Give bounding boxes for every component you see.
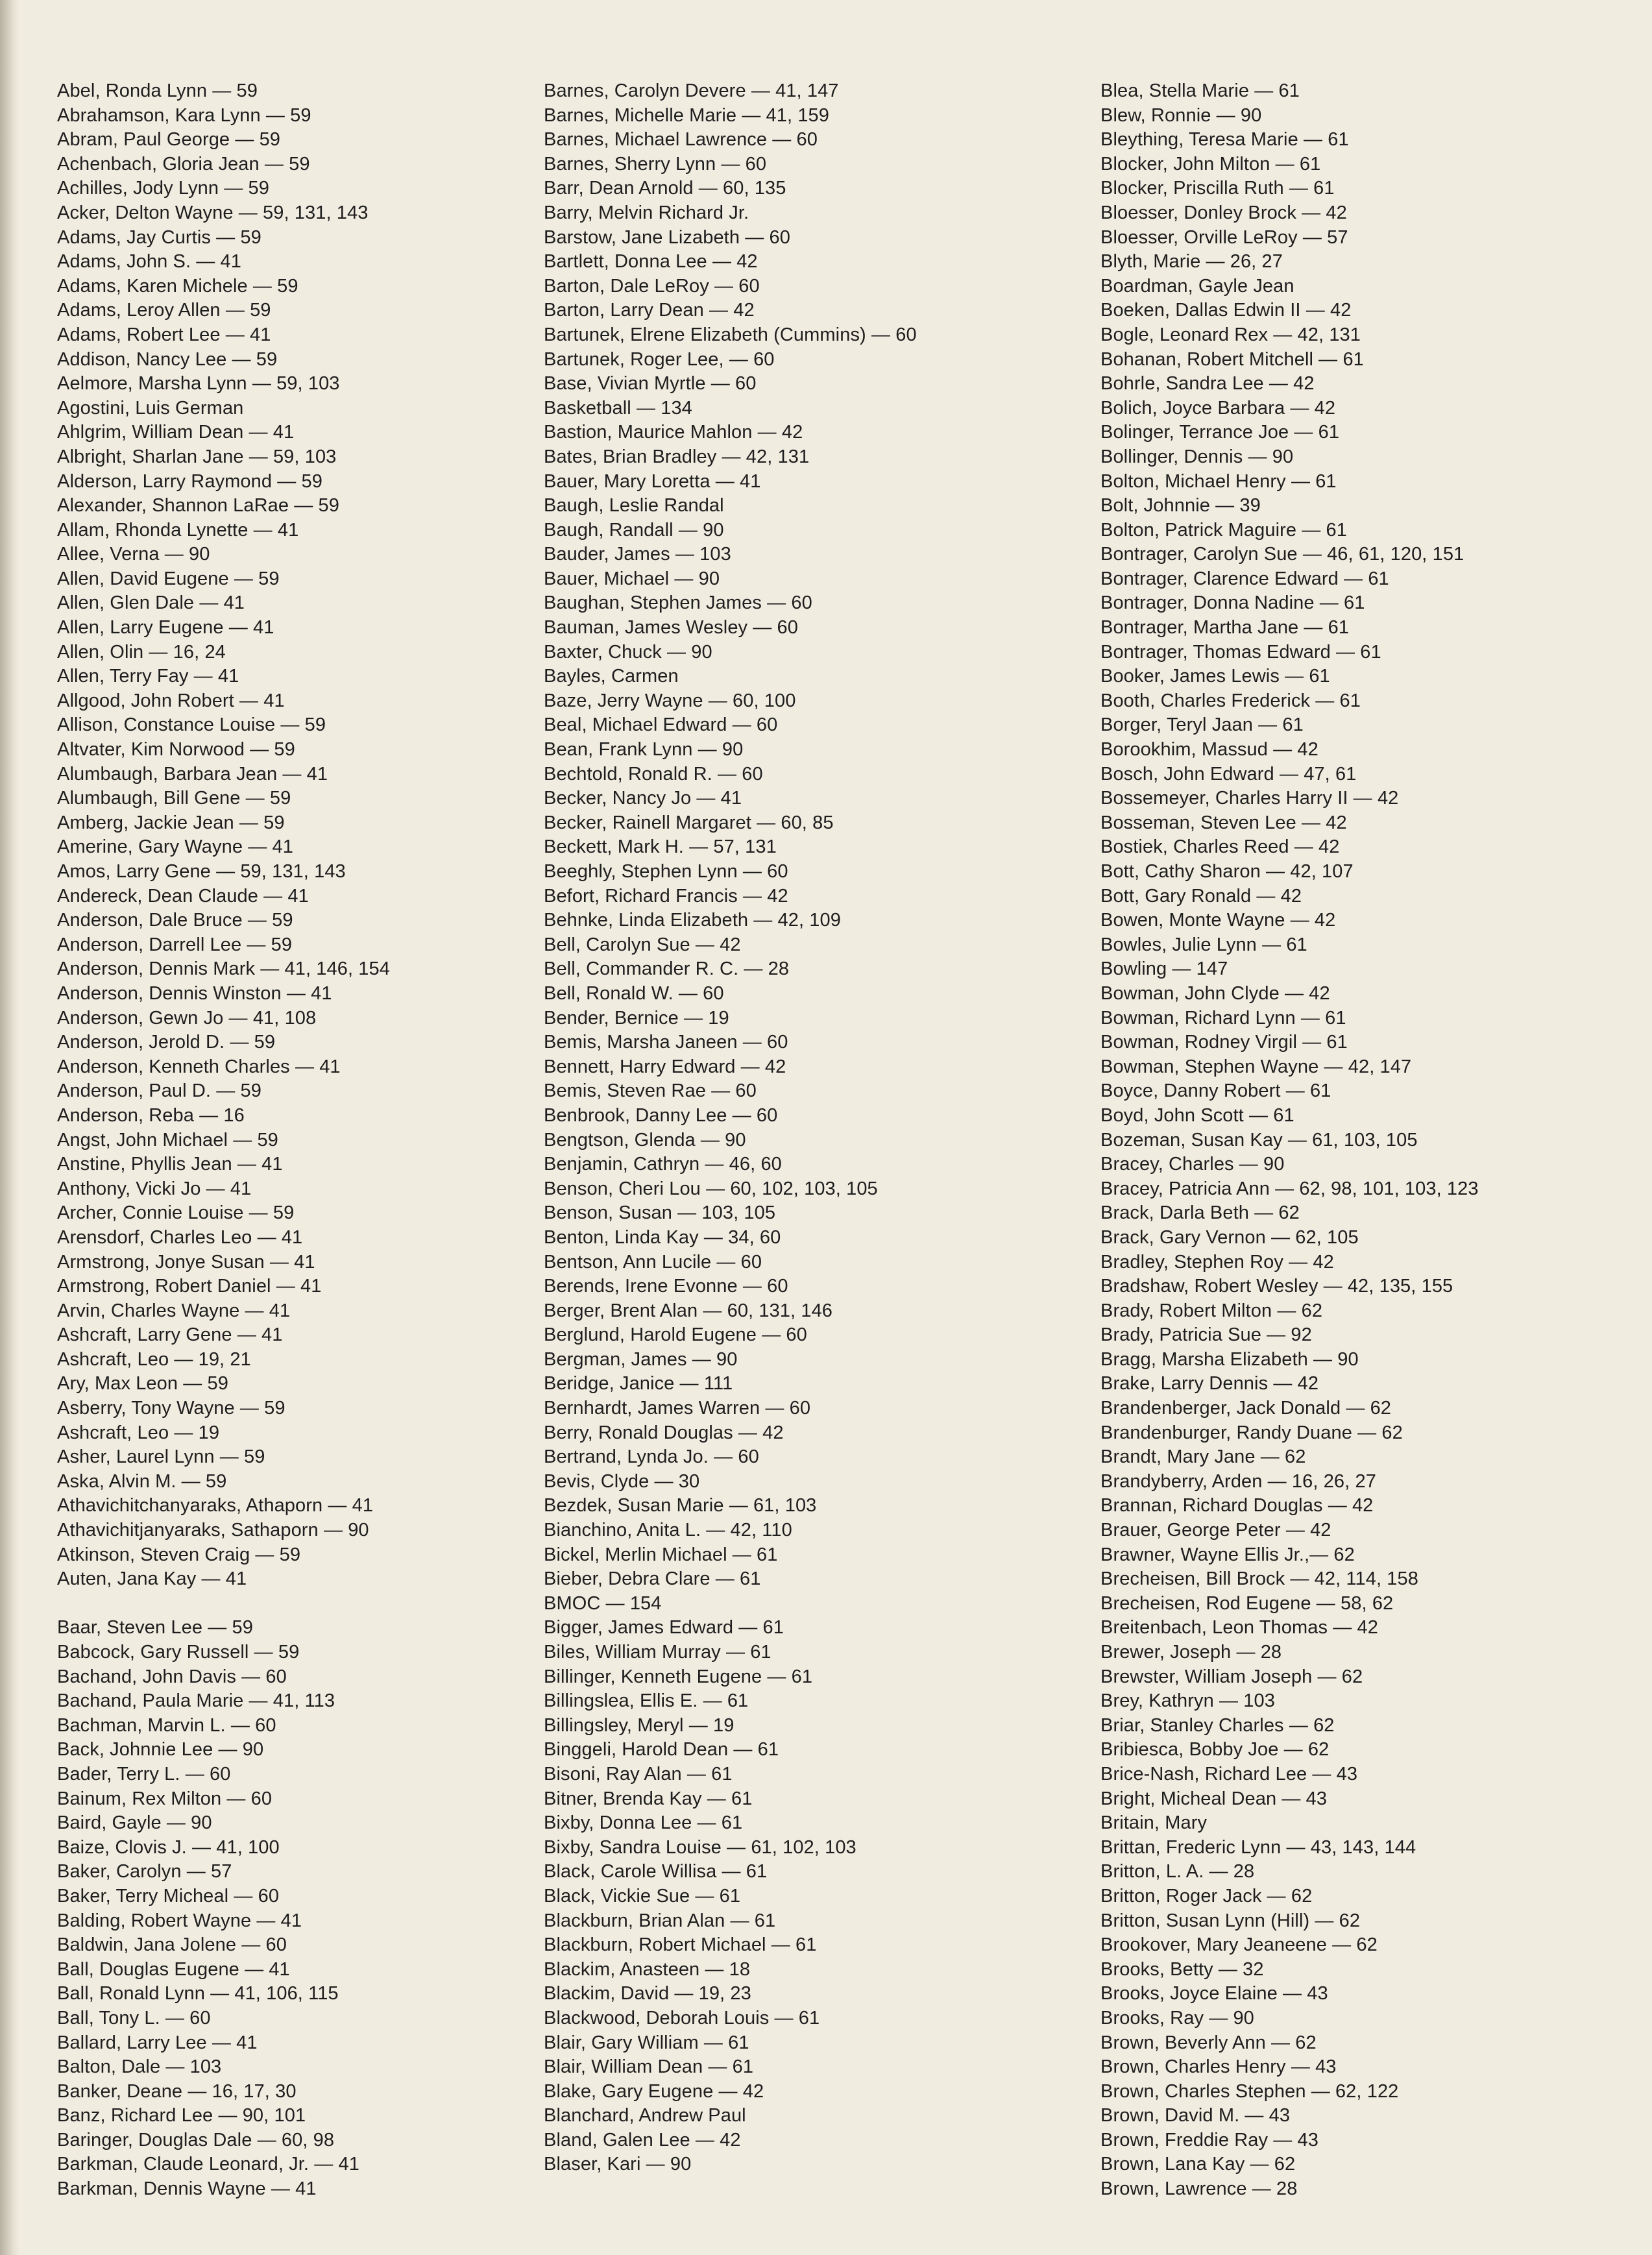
index-entry: Barton, Dale LeRoy — 60: [544, 275, 760, 297]
index-entry: Allen, Olin — 16, 24: [57, 641, 226, 663]
index-entry: Altvater, Kim Norwood — 59: [57, 739, 295, 761]
index-entry: Barnes, Carolyn Devere — 41, 147: [544, 80, 839, 101]
index-entry: Booth, Charles Frederick — 61: [1100, 690, 1361, 711]
index-entry: Beridge, Janice — 111: [544, 1373, 733, 1395]
index-entry: Back, Johnnie Lee — 90: [57, 1739, 264, 1761]
index-entry: Adams, John S. — 41: [57, 251, 241, 273]
index-entry: Blackburn, Robert Michael — 61: [544, 1934, 817, 1956]
index-entry: Bartunek, Roger Lee, — 60: [544, 348, 775, 370]
index-entry: Anderson, Paul D. — 59: [57, 1080, 261, 1102]
index-entry: Bright, Micheal Dean — 43: [1100, 1788, 1328, 1809]
index-entry: Baxter, Chuck — 90: [544, 641, 712, 663]
index-entry: Blackwood, Deborah Louis — 61: [544, 2007, 820, 2029]
index-entry: Becker, Nancy Jo — 41: [544, 788, 742, 809]
index-entry: Barkman, Dennis Wayne — 41: [57, 2178, 317, 2200]
index-entry: Baar, Steven Lee — 59: [57, 1617, 253, 1639]
index-entry: Billinger, Kenneth Eugene — 61: [544, 1666, 813, 1687]
index-entry: Alumbaugh, Barbara Jean — 41: [57, 763, 328, 785]
index-entry: Bickel, Merlin Michael — 61: [544, 1544, 778, 1565]
index-entry: Bachman, Marvin L. — 60: [57, 1714, 276, 1736]
index-entry: Brecheisen, Bill Brock — 42, 114, 158: [1100, 1568, 1418, 1590]
index-entry: Atkinson, Steven Craig — 59: [57, 1544, 301, 1565]
index-entry: Adams, Robert Lee — 41: [57, 324, 271, 345]
index-entry: Bolton, Patrick Maguire — 61: [1100, 519, 1347, 541]
index-entry: Bribiesca, Bobby Joe — 62: [1100, 1739, 1330, 1761]
index-entry: Brown, Lana Kay — 62: [1100, 2154, 1296, 2175]
index-entry: Baldwin, Jana Jolene — 60: [57, 1934, 287, 1956]
index-entry: Brown, Charles Henry — 43: [1100, 2056, 1337, 2078]
index-entry: Barstow, Jane Lizabeth — 60: [544, 226, 790, 248]
index-entry: Bogle, Leonard Rex — 42, 131: [1100, 324, 1361, 345]
index-entry: BMOC — 154: [544, 1592, 662, 1614]
index-entry: Amerine, Gary Wayne — 41: [57, 836, 293, 858]
index-entry: Bayles, Carmen: [544, 666, 679, 687]
index-entry: Abram, Paul George — 59: [57, 129, 281, 151]
index-entry: Bainum, Rex Milton — 60: [57, 1788, 273, 1809]
index-entry: Bigger, James Edward — 61: [544, 1617, 784, 1639]
index-entry: Bean, Frank Lynn — 90: [544, 739, 744, 761]
index-entry: Bowling — 147: [1100, 958, 1228, 980]
index-entry: Angst, John Michael — 59: [57, 1129, 278, 1151]
index-entry: Adams, Jay Curtis — 59: [57, 226, 261, 248]
index-entry: Barnes, Michael Lawrence — 60: [544, 129, 818, 151]
index-entry: Bowman, Stephen Wayne — 42, 147: [1100, 1056, 1412, 1077]
index-entry: Brannan, Richard Douglas — 42: [1100, 1495, 1374, 1517]
index-entry: Brookover, Mary Jeaneene — 62: [1100, 1934, 1378, 1956]
index-entry: Allgood, John Robert — 41: [57, 690, 285, 711]
index-entry: Asberry, Tony Wayne — 59: [57, 1398, 285, 1419]
index-entry: Boeken, Dallas Edwin II — 42: [1100, 300, 1352, 321]
index-entry: Ashcraft, Leo — 19, 21: [57, 1348, 251, 1370]
index-entry: Alumbaugh, Bill Gene — 59: [57, 788, 291, 809]
index-entry: Boyd, John Scott — 61: [1100, 1104, 1294, 1126]
index-entry: Bastion, Maurice Mahlon — 42: [544, 422, 803, 443]
index-entry: Baringer, Douglas Dale — 60, 98: [57, 2129, 335, 2151]
index-entry: Blaser, Kari — 90: [544, 2154, 692, 2175]
index-entry: Adams, Karen Michele — 59: [57, 275, 298, 297]
index-entry: Berglund, Harold Eugene — 60: [544, 1324, 807, 1346]
index-entry: Anderson, Kenneth Charles — 41: [57, 1056, 341, 1077]
index-entry: Ball, Douglas Eugene — 41: [57, 1958, 290, 1980]
index-entry: Baize, Clovis J. — 41, 100: [57, 1836, 280, 1858]
index-entry: Blanchard, Andrew Paul: [544, 2105, 746, 2127]
index-column-2: [544, 79, 1076, 2177]
index-entry: Anderson, Reba — 16: [57, 1104, 245, 1126]
index-entry: Bengtson, Glenda — 90: [544, 1129, 746, 1151]
index-entry: Booker, James Lewis — 61: [1100, 666, 1330, 687]
index-entry: Brauer, George Peter — 42: [1100, 1520, 1331, 1541]
index-entry: Benton, Linda Kay — 34, 60: [544, 1226, 781, 1248]
index-entry: Brice-Nash, Richard Lee — 43: [1100, 1763, 1358, 1785]
index-entry: Bontrager, Clarence Edward — 61: [1100, 568, 1389, 589]
index-entry: Bossemeyer, Charles Harry II — 42: [1100, 788, 1399, 809]
index-entry: Ary, Max Leon — 59: [57, 1373, 228, 1395]
index-entry: Ahlgrim, William Dean — 41: [57, 422, 295, 443]
index-entry: Allee, Verna — 90: [57, 544, 210, 565]
index-entry: Bland, Galen Lee — 42: [544, 2129, 741, 2151]
index-entry: Billingsley, Meryl — 19: [544, 1714, 735, 1736]
index-entry: Armstrong, Jonye Susan — 41: [57, 1251, 315, 1273]
index-entry: Bollinger, Dennis — 90: [1100, 446, 1294, 467]
index-entry: Bradshaw, Robert Wesley — 42, 135, 155: [1100, 1276, 1453, 1297]
index-entry: Bevis, Clyde — 30: [544, 1470, 700, 1492]
index-entry: Baker, Carolyn — 57: [57, 1861, 232, 1883]
index-entry: Blake, Gary Eugene — 42: [544, 2080, 764, 2102]
index-entry: Balton, Dale — 103: [57, 2056, 222, 2078]
index-entry: Bozeman, Susan Kay — 61, 103, 105: [1100, 1129, 1418, 1151]
index-entry: Anderson, Jerold D. — 59: [57, 1032, 276, 1053]
index-entry: Bixby, Donna Lee — 61: [544, 1812, 743, 1834]
index-entry: Babcock, Gary Russell — 59: [57, 1642, 300, 1663]
index-entry: Bloesser, Donley Brock — 42: [1100, 202, 1347, 223]
index-entry: Behnke, Linda Elizabeth — 42, 109: [544, 910, 841, 931]
index-entry: Bowles, Julie Lynn — 61: [1100, 934, 1307, 955]
index-entry: Bohanan, Robert Mitchell — 61: [1100, 348, 1364, 370]
index-entry: Arvin, Charles Wayne — 41: [57, 1300, 291, 1321]
index-entry: Allen, Terry Fay — 41: [57, 666, 239, 687]
index-entry: Biles, William Murray — 61: [544, 1642, 771, 1663]
index-entry: Bontrager, Carolyn Sue — 46, 61, 120, 151: [1100, 544, 1464, 565]
index-entry: Archer, Connie Louise — 59: [57, 1202, 295, 1224]
index-entry: Bowman, Richard Lynn — 61: [1100, 1007, 1346, 1029]
index-entry: Brack, Darla Beth — 62: [1100, 1202, 1300, 1224]
index-entry: Brooks, Ray — 90: [1100, 2007, 1254, 2029]
index-entry: Blair, William Dean — 61: [544, 2056, 754, 2078]
index-entry: Agostini, Luis German: [57, 397, 244, 419]
index-entry: Bell, Commander R. C. — 28: [544, 958, 790, 980]
index-entry: Brooks, Betty — 32: [1100, 1958, 1264, 1980]
index-entry: Beal, Michael Edward — 60: [544, 714, 778, 736]
index-entry: Bennett, Harry Edward — 42: [544, 1056, 786, 1077]
index-entry: Borookhim, Massud — 42: [1100, 739, 1318, 761]
index-entry: Britain, Mary: [1100, 1812, 1208, 1834]
index-entry: Benson, Susan — 103, 105: [544, 1202, 776, 1224]
index-entry: Benson, Cheri Lou — 60, 102, 103, 105: [544, 1178, 878, 1199]
index-entry: Bauer, Michael — 90: [544, 568, 720, 589]
index-entry: Bixby, Sandra Louise — 61, 102, 103: [544, 1836, 856, 1858]
index-entry: Bolich, Joyce Barbara — 42: [1100, 397, 1336, 419]
index-entry: Brandenberger, Jack Donald — 62: [1100, 1398, 1392, 1419]
index-entry: Auten, Jana Kay — 41: [57, 1568, 247, 1590]
index-entry: Amberg, Jackie Jean — 59: [57, 812, 285, 833]
index-entry: Blackim, Anasteen — 18: [544, 1958, 751, 1980]
index-entry: Alexander, Shannon LaRae — 59: [57, 495, 339, 517]
index-entry: Brewster, William Joseph — 62: [1100, 1666, 1363, 1687]
index-entry: Black, Carole Willisa — 61: [544, 1861, 768, 1883]
index-entry: Ball, Ronald Lynn — 41, 106, 115: [57, 1983, 339, 2005]
index-entry: Beckett, Mark H. — 57, 131: [544, 836, 777, 858]
index-entry: Brooks, Joyce Elaine — 43: [1100, 1983, 1328, 2005]
index-entry: Allen, Glen Dale — 41: [57, 592, 245, 614]
index-entry: Briar, Stanley Charles — 62: [1100, 1714, 1335, 1736]
index-entry: Aelmore, Marsha Lynn — 59, 103: [57, 373, 340, 395]
index-entry: Black, Vickie Sue — 61: [544, 1885, 741, 1907]
index-entry: Achilles, Jody Lynn — 59: [57, 178, 269, 199]
index-entry: Arensdorf, Charles Leo — 41: [57, 1226, 303, 1248]
index-entry: Britton, L. A. — 28: [1100, 1861, 1255, 1883]
index-entry: Amos, Larry Gene — 59, 131, 143: [57, 861, 346, 882]
index-entry: Baughan, Stephen James — 60: [544, 592, 812, 614]
index-entry: Boyce, Danny Robert — 61: [1100, 1080, 1331, 1102]
index-entry: Brey, Kathryn — 103: [1100, 1690, 1275, 1712]
index-entry: Blew, Ronnie — 90: [1100, 104, 1262, 126]
index-entry: Blackim, David — 19, 23: [544, 1983, 751, 2005]
index-entry: Bleything, Teresa Marie — 61: [1100, 129, 1349, 151]
index-entry: Brown, Freddie Ray — 43: [1100, 2129, 1318, 2151]
index-entry: Achenbach, Gloria Jean — 59: [57, 153, 310, 175]
index-entry: Base, Vivian Myrtle — 60: [544, 373, 757, 395]
index-entry: Anderson, Gewn Jo — 41, 108: [57, 1007, 317, 1029]
index-entry: Brown, Lawrence — 28: [1100, 2178, 1298, 2200]
index-entry: Bosch, John Edward — 47, 61: [1100, 763, 1357, 785]
index-entry: Aska, Alvin M. — 59: [57, 1470, 227, 1492]
index-entry: Bertrand, Lynda Jo. — 60: [544, 1446, 759, 1468]
index-entry: Anstine, Phyllis Jean — 41: [57, 1154, 283, 1175]
index-entry: Brady, Robert Milton — 62: [1100, 1300, 1323, 1321]
index-entry: Bachand, Paula Marie — 41, 113: [57, 1690, 335, 1712]
index-entry: Bender, Bernice — 19: [544, 1007, 729, 1029]
index-entry: Athavichitchanyaraks, Athaporn — 41: [57, 1495, 374, 1517]
index-entry: Bell, Ronald W. — 60: [544, 982, 724, 1004]
index-entry: Bauer, Mary Loretta — 41: [544, 470, 761, 492]
index-entry: Becker, Rainell Margaret — 60, 85: [544, 812, 834, 833]
index-entry: Bauder, James — 103: [544, 544, 731, 565]
index-entry: Brack, Gary Vernon — 62, 105: [1100, 1226, 1359, 1248]
index-entry: Anderson, Dennis Winston — 41: [57, 982, 332, 1004]
index-entry: Brown, Charles Stephen — 62, 122: [1100, 2080, 1399, 2102]
index-entry: Britton, Susan Lynn (Hill) — 62: [1100, 1910, 1361, 1931]
index-entry: Bergman, James — 90: [544, 1348, 738, 1370]
index-entry: Bartlett, Donna Lee — 42: [544, 251, 758, 273]
index-entry: Bragg, Marsha Elizabeth — 90: [1100, 1348, 1359, 1370]
index-entry: Bemis, Steven Rae — 60: [544, 1080, 757, 1102]
index-entry: Billingslea, Ellis E. — 61: [544, 1690, 749, 1712]
index-entry: Bolinger, Terrance Joe — 61: [1100, 422, 1340, 443]
index-column-1: [57, 79, 589, 2202]
index-entry: Athavichitjanyaraks, Sathaporn — 90: [57, 1520, 369, 1541]
index-entry: Binggeli, Harold Dean — 61: [544, 1739, 779, 1761]
index-entry: Asher, Laurel Lynn — 59: [57, 1446, 265, 1468]
index-entry: Barkman, Claude Leonard, Jr. — 41: [57, 2154, 359, 2175]
index-entry: Bohrle, Sandra Lee — 42: [1100, 373, 1315, 395]
index-entry: Brown, David M. — 43: [1100, 2105, 1291, 2127]
index-entry: Balding, Robert Wayne — 41: [57, 1910, 302, 1931]
index-entry: Brady, Patricia Sue — 92: [1100, 1324, 1312, 1346]
index-entry: Bates, Brian Bradley — 42, 131: [544, 446, 810, 467]
index-entry: Bernhardt, James Warren — 60: [544, 1398, 811, 1419]
index-entry: Ballard, Larry Lee — 41: [57, 2032, 258, 2053]
index-entry: Benbrook, Danny Lee — 60: [544, 1104, 778, 1126]
index-entry: Bemis, Marsha Janeen — 60: [544, 1032, 788, 1053]
index-entry: Addison, Nancy Lee — 59: [57, 348, 278, 370]
index-entry: Brandyberry, Arden — 16, 26, 27: [1100, 1470, 1376, 1492]
index-entry: Brittan, Frederic Lynn — 43, 143, 144: [1100, 1836, 1416, 1858]
index-entry: Berends, Irene Evonne — 60: [544, 1276, 788, 1297]
index-entry: Blea, Stella Marie — 61: [1100, 80, 1300, 101]
index-entry: Blocker, John Milton — 61: [1100, 153, 1321, 175]
index-entry: Bader, Terry L. — 60: [57, 1763, 231, 1785]
index-entry: Britton, Roger Jack — 62: [1100, 1885, 1313, 1907]
index-entry: Bieber, Debra Clare — 61: [544, 1568, 761, 1590]
index-entry: Banz, Richard Lee — 90, 101: [57, 2105, 306, 2127]
index-entry: Bracey, Charles — 90: [1100, 1154, 1285, 1175]
index-entry: Blair, Gary William — 61: [544, 2032, 749, 2053]
index-column-3: [1100, 79, 1633, 2202]
index-entry: Barr, Dean Arnold — 60, 135: [544, 178, 786, 199]
index-entry: Bosseman, Steven Lee — 42: [1100, 812, 1347, 833]
index-entry: Acker, Delton Wayne — 59, 131, 143: [57, 202, 369, 223]
index-entry: Boardman, Gayle Jean: [1100, 275, 1294, 297]
index-entry: Barnes, Sherry Lynn — 60: [544, 153, 767, 175]
index-entry: Bentson, Ann Lucile — 60: [544, 1251, 762, 1273]
index-entry: Blocker, Priscilla Ruth — 61: [1100, 178, 1335, 199]
index-entry: Bartunek, Elrene Elizabeth (Cummins) — 60: [544, 324, 917, 345]
index-entry: Bontrager, Donna Nadine — 61: [1100, 592, 1365, 614]
index-entry: Beeghly, Stephen Lynn — 60: [544, 861, 788, 882]
index-entry: Anderson, Dennis Mark — 41, 146, 154: [57, 958, 390, 980]
index-entry: Brandt, Mary Jane — 62: [1100, 1446, 1306, 1468]
index-entry: Banker, Deane — 16, 17, 30: [57, 2080, 297, 2102]
group-separator: [57, 1592, 589, 1616]
index-entry: Bowman, Rodney Virgil — 61: [1100, 1032, 1348, 1053]
index-entry: Allen, Larry Eugene — 41: [57, 617, 274, 639]
index-entry: Baird, Gayle — 90: [57, 1812, 212, 1834]
index-entry: Barry, Melvin Richard Jr.: [544, 202, 749, 223]
index-entry: Ashcraft, Leo — 19: [57, 1422, 220, 1443]
index-entry: Allison, Constance Louise — 59: [57, 714, 326, 736]
index-entry: Ball, Tony L. — 60: [57, 2007, 211, 2029]
index-entry: Armstrong, Robert Daniel — 41: [57, 1276, 322, 1297]
index-entry: Bisoni, Ray Alan — 61: [544, 1763, 733, 1785]
index-entry: Brewer, Joseph — 28: [1100, 1642, 1282, 1663]
index-entry: Bostiek, Charles Reed — 42: [1100, 836, 1340, 858]
index-entry: Barnes, Michelle Marie — 41, 159: [544, 104, 830, 126]
index-entry: Alderson, Larry Raymond — 59: [57, 470, 322, 492]
index-entry: Bracey, Patricia Ann — 62, 98, 101, 103, 123: [1100, 1178, 1479, 1199]
index-entry: Blyth, Marie — 26, 27: [1100, 251, 1283, 273]
index-entry: Ashcraft, Larry Gene — 41: [57, 1324, 283, 1346]
index-entry: Basketball — 134: [544, 397, 692, 419]
index-entry: Bontrager, Thomas Edward — 61: [1100, 641, 1381, 663]
page-spine-shadow: [0, 0, 19, 2255]
index-entry: Anthony, Vicki Jo — 41: [57, 1178, 252, 1199]
index-entry: Bechtold, Ronald R. — 60: [544, 763, 763, 785]
index-entry: Breitenbach, Leon Thomas — 42: [1100, 1617, 1378, 1639]
index-entry: Adams, Leroy Allen — 59: [57, 300, 271, 321]
index-entry: Brawner, Wayne Ellis Jr.,— 62: [1100, 1544, 1355, 1565]
index-entry: Abrahamson, Kara Lynn — 59: [57, 104, 311, 126]
index-entry: Bachand, John Davis — 60: [57, 1666, 287, 1687]
index-entry: Anderson, Darrell Lee — 59: [57, 934, 293, 955]
index-entry: Berger, Brent Alan — 60, 131, 146: [544, 1300, 833, 1321]
index-entry: Bott, Gary Ronald — 42: [1100, 885, 1302, 907]
index-entry: Brandenburger, Randy Duane — 62: [1100, 1422, 1403, 1443]
index-entry: Bell, Carolyn Sue — 42: [544, 934, 741, 955]
index-entry: Berry, Ronald Douglas — 42: [544, 1422, 784, 1443]
index-entry: Brown, Beverly Ann — 62: [1100, 2032, 1317, 2053]
index-entry: Bloesser, Orville LeRoy — 57: [1100, 226, 1348, 248]
index-entry: Bitner, Brenda Kay — 61: [544, 1788, 753, 1809]
index-entry: Barton, Larry Dean — 42: [544, 300, 755, 321]
index-entry: Bradley, Stephen Roy — 42: [1100, 1251, 1334, 1273]
index-entry: Bianchino, Anita L. — 42, 110: [544, 1520, 792, 1541]
index-entry: Andereck, Dean Claude — 41: [57, 885, 309, 907]
index-entry: Allen, David Eugene — 59: [57, 568, 280, 589]
index-entry: Albright, Sharlan Jane — 59, 103: [57, 446, 337, 467]
index-entry: Baker, Terry Micheal — 60: [57, 1885, 280, 1907]
index-entry: Bontrager, Martha Jane — 61: [1100, 617, 1350, 639]
index-entry: Blackburn, Brian Alan — 61: [544, 1910, 776, 1931]
index-entry: Baugh, Leslie Randal: [544, 495, 724, 517]
index-entry: Bezdek, Susan Marie — 61, 103: [544, 1495, 817, 1517]
index-entry: Borger, Teryl Jaan — 61: [1100, 714, 1304, 736]
index-entry: Baze, Jerry Wayne — 60, 100: [544, 690, 796, 711]
index-entry: Bowen, Monte Wayne — 42: [1100, 910, 1336, 931]
index-entry: Bowman, John Clyde — 42: [1100, 982, 1330, 1004]
index-entry: Brecheisen, Rod Eugene — 58, 62: [1100, 1592, 1394, 1614]
index-entry: Bolt, Johnnie — 39: [1100, 495, 1261, 517]
index-entry: Abel, Ronda Lynn — 59: [57, 80, 258, 101]
index-entry: Brake, Larry Dennis — 42: [1100, 1373, 1319, 1395]
index-entry: Bott, Cathy Sharon — 42, 107: [1100, 861, 1354, 882]
index-entry: Baugh, Randall — 90: [544, 519, 724, 541]
index-entry: Befort, Richard Francis — 42: [544, 885, 788, 907]
index-entry: Allam, Rhonda Lynette — 41: [57, 519, 299, 541]
index-entry: Benjamin, Cathryn — 46, 60: [544, 1154, 782, 1175]
index-entry: Anderson, Dale Bruce — 59: [57, 910, 293, 931]
index-entry: Bauman, James Wesley — 60: [544, 617, 799, 639]
index-entry: Bolton, Michael Henry — 61: [1100, 470, 1337, 492]
